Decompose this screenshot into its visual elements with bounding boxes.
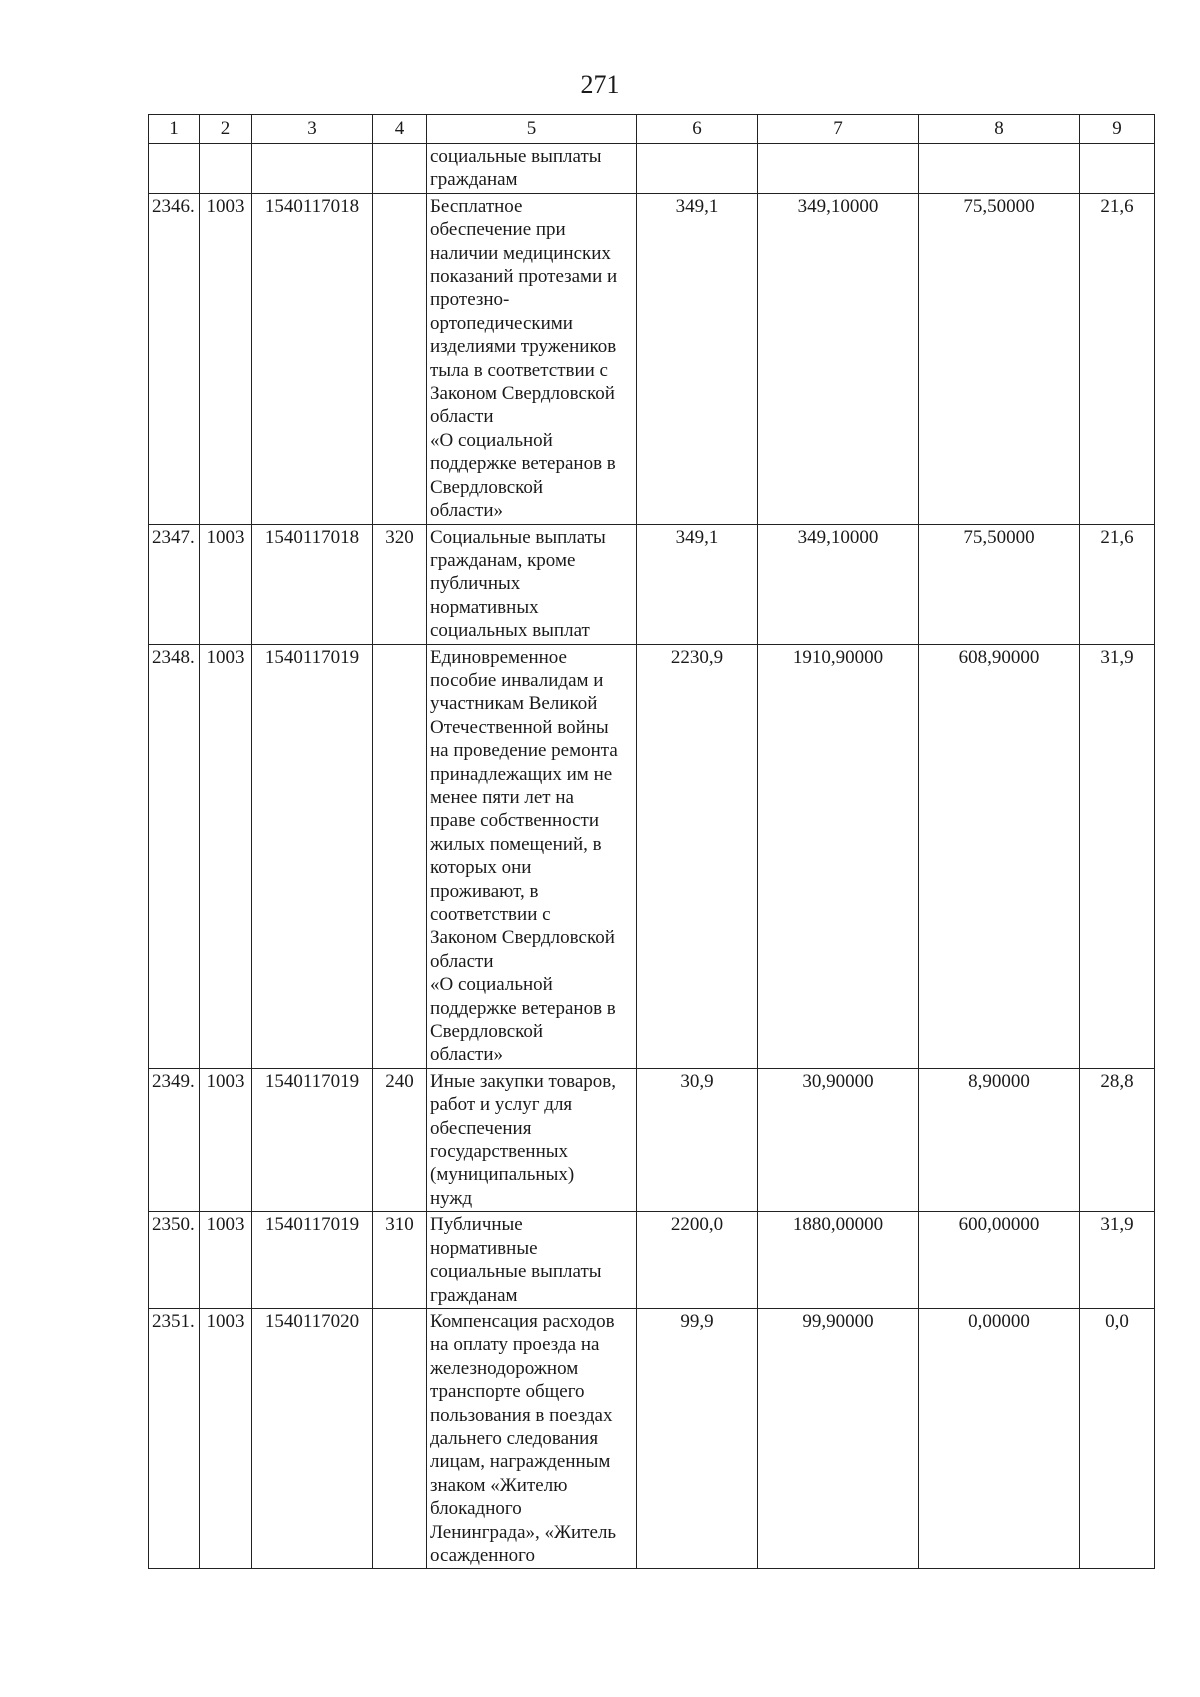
target-code-cell: 1540117018	[252, 193, 373, 524]
description-cell: Компенсация расходов на оплату проезда на железнодорожном транспорте общего пользования в поездах дальнего следования лицам, награжденным знаком «Жителю блокадного Ленинграда», «Житель осажденного	[427, 1308, 637, 1568]
column-header: 2	[200, 115, 252, 144]
planned-amount-cell: 349,1	[637, 193, 758, 524]
row-number-cell: 2346.	[149, 193, 200, 524]
target-code-cell: 1540117020	[252, 1308, 373, 1568]
executed-amount-cell: 600,00000	[919, 1212, 1080, 1309]
description-cell: Иные закупки товаров, работ и услуг для обеспечения государственных (муниципальных) нужд	[427, 1068, 637, 1211]
expense-type-cell	[373, 644, 427, 1068]
section-code-cell: 1003	[200, 1308, 252, 1568]
adjusted-amount-cell: 1880,00000	[758, 1212, 919, 1309]
page-number: 271	[580, 70, 620, 99]
row-number-cell: 2350.	[149, 1212, 200, 1309]
target-code-cell: 1540117019	[252, 1068, 373, 1211]
column-header: 7	[758, 115, 919, 144]
executed-amount-cell: 8,90000	[919, 1068, 1080, 1211]
table-row	[149, 193, 1155, 524]
column-header: 8	[919, 115, 1080, 144]
expense-type-cell	[373, 1308, 427, 1568]
row-number-cell: 2349.	[149, 1068, 200, 1211]
planned-amount-cell: 349,1	[637, 524, 758, 644]
budget-table	[148, 114, 1155, 1569]
row-number-cell: 2347.	[149, 524, 200, 644]
row-number-cell: 2348.	[149, 644, 200, 1068]
column-header: 5	[427, 115, 637, 144]
section-code-cell: 1003	[200, 524, 252, 644]
table-row	[149, 524, 1155, 644]
description-cell: Единовременное пособие инвалидам и участникам Великой Отечественной войны на проведение ремонта принадлежащих им не менее пяти лет на праве собственности жилых помещений, в которых они проживают, в соответствии с Законом Свердловской области «О социальной поддержке ветеранов в Свердловской области»	[427, 644, 637, 1068]
percent-cell: 28,8	[1080, 1068, 1155, 1211]
adjusted-amount-cell: 99,90000	[758, 1308, 919, 1568]
section-code-cell	[200, 144, 252, 194]
adjusted-amount-cell: 349,10000	[758, 524, 919, 644]
adjusted-amount-cell: 30,90000	[758, 1068, 919, 1211]
executed-amount-cell: 75,50000	[919, 524, 1080, 644]
table-row	[149, 144, 1155, 194]
executed-amount-cell: 75,50000	[919, 193, 1080, 524]
description-cell: Бесплатное обеспечение при наличии медицинских показаний протезами и протезно- ортопедическими изделиями тружеников тыла в соответствии с Законом Свердловской области «О социальной поддержке ветеранов в Свердловской области»	[427, 193, 637, 524]
description-cell: Социальные выплаты гражданам, кроме публичных нормативных социальных выплат	[427, 524, 637, 644]
section-code-cell: 1003	[200, 1212, 252, 1309]
expense-type-cell: 310	[373, 1212, 427, 1309]
target-code-cell: 1540117018	[252, 524, 373, 644]
table-row	[149, 1212, 1155, 1309]
section-code-cell: 1003	[200, 644, 252, 1068]
expense-type-cell	[373, 193, 427, 524]
header-row	[149, 115, 1155, 144]
expense-type-cell: 320	[373, 524, 427, 644]
executed-amount-cell	[919, 144, 1080, 194]
executed-amount-cell: 608,90000	[919, 644, 1080, 1068]
row-number-cell: 2351.	[149, 1308, 200, 1568]
section-code-cell: 1003	[200, 1068, 252, 1211]
planned-amount-cell: 2200,0	[637, 1212, 758, 1309]
row-number-cell	[149, 144, 200, 194]
planned-amount-cell	[637, 144, 758, 194]
percent-cell: 0,0	[1080, 1308, 1155, 1568]
table-row	[149, 1068, 1155, 1211]
planned-amount-cell: 2230,9	[637, 644, 758, 1068]
planned-amount-cell: 30,9	[637, 1068, 758, 1211]
column-header: 1	[149, 115, 200, 144]
percent-cell: 21,6	[1080, 193, 1155, 524]
table-body	[149, 144, 1155, 1569]
adjusted-amount-cell: 349,10000	[758, 193, 919, 524]
target-code-cell	[252, 144, 373, 194]
target-code-cell: 1540117019	[252, 1212, 373, 1309]
expense-type-cell	[373, 144, 427, 194]
adjusted-amount-cell: 1910,90000	[758, 644, 919, 1068]
description-cell: Публичные нормативные социальные выплаты гражданам	[427, 1212, 637, 1309]
adjusted-amount-cell	[758, 144, 919, 194]
percent-cell: 21,6	[1080, 524, 1155, 644]
percent-cell: 31,9	[1080, 644, 1155, 1068]
table-row	[149, 1308, 1155, 1568]
target-code-cell: 1540117019	[252, 644, 373, 1068]
expense-type-cell: 240	[373, 1068, 427, 1211]
section-code-cell: 1003	[200, 193, 252, 524]
column-header: 3	[252, 115, 373, 144]
table-header	[149, 115, 1155, 144]
executed-amount-cell: 0,00000	[919, 1308, 1080, 1568]
percent-cell	[1080, 144, 1155, 194]
column-header: 6	[637, 115, 758, 144]
column-header: 9	[1080, 115, 1155, 144]
column-header: 4	[373, 115, 427, 144]
description-cell: социальные выплаты гражданам	[427, 144, 637, 194]
table-row	[149, 644, 1155, 1068]
planned-amount-cell: 99,9	[637, 1308, 758, 1568]
percent-cell: 31,9	[1080, 1212, 1155, 1309]
